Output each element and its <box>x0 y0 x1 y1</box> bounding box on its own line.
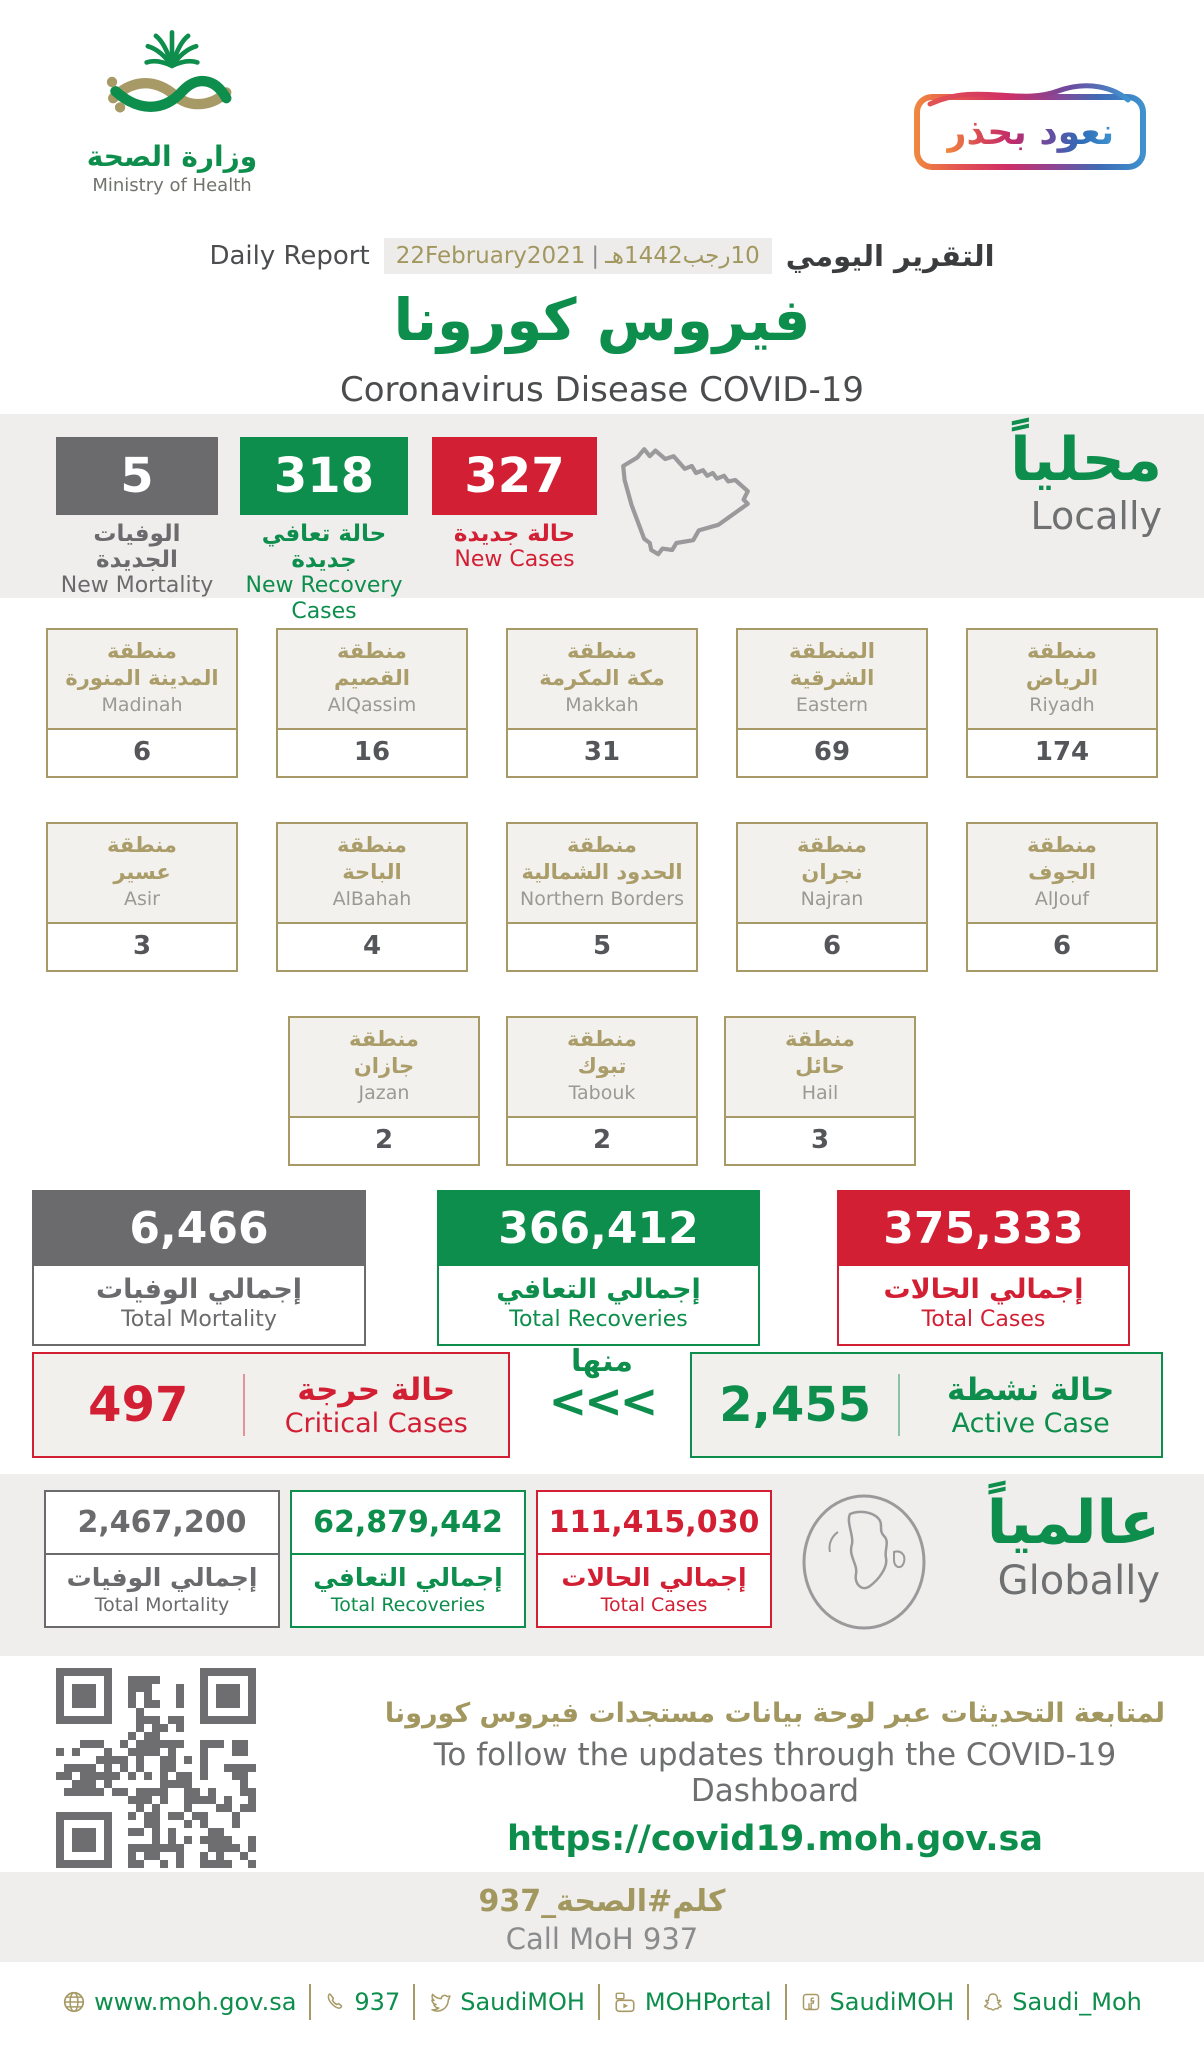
region-ar-line2: الشرقية <box>789 666 875 690</box>
report-title-row <box>0 238 1204 274</box>
region-ar-line2: الجوف <box>1028 860 1096 884</box>
total-recoveries-label-ar: إجمالي التعافي <box>496 1274 701 1305</box>
page-title-ar: فيروس كورونا <box>393 286 811 354</box>
new-cases-stat <box>432 437 597 573</box>
total-cases-box <box>837 1190 1130 1346</box>
new-mortality-stat <box>56 437 218 599</box>
region-ar-line2: مكة المكرمة <box>539 666 665 690</box>
critical-cases-value: 497 <box>88 1377 189 1433</box>
footer-youtube-label: MOHPortal <box>644 1988 772 2016</box>
dashboard-url-link[interactable]: https://covid19.moh.gov.sa <box>506 1819 1044 1859</box>
moh-logo-icon <box>97 26 247 138</box>
region-en: Eastern <box>795 694 869 716</box>
global-cases-value: 111,415,030 <box>538 1492 770 1555</box>
total-mortality-value: 6,466 <box>32 1190 366 1266</box>
daily-report-label-en: Daily Report <box>209 241 370 271</box>
region-ar-line2: جازان <box>353 1054 415 1078</box>
total-recoveries-box <box>437 1190 760 1346</box>
saudi-arabia-map-outline <box>612 438 780 578</box>
region-value: 4 <box>278 924 466 970</box>
region-card-eastern <box>736 628 928 778</box>
total-mortality-label-en: Total Mortality <box>121 1307 277 1332</box>
region-ar-line1: منطقة <box>337 833 407 857</box>
report-date-hijri: 10رجب1442هـ <box>605 243 760 269</box>
badge-swoosh-icon <box>926 78 1132 110</box>
region-ar-line1: منطقة <box>107 639 177 663</box>
total-cases-label-en: Total Cases <box>921 1307 1046 1332</box>
snapchat-icon <box>982 1991 1004 2013</box>
of-which-indicator <box>540 1344 664 1428</box>
footer-twitter-label: SaudiMOH <box>460 1988 585 2016</box>
dashboard-info <box>380 1698 1170 1859</box>
total-cases-label-ar: إجمالي الحالات <box>883 1274 1084 1305</box>
region-value: 174 <box>968 730 1156 776</box>
region-en: Hail <box>801 1082 839 1104</box>
region-en: Riyadh <box>1029 694 1095 716</box>
region-ar-line2: عسير <box>113 860 171 884</box>
region-value: 3 <box>726 1118 914 1164</box>
of-which-label: منها <box>571 1344 633 1379</box>
new-recovery-label-ar: حالة تعافي جديدة <box>261 521 387 573</box>
global-cases-label-en: Total Cases <box>600 1594 708 1616</box>
dashboard-text-ar: لمتابعة التحديثات عبر لوحة بيانات مستجدات فيروس كورونا <box>384 1698 1166 1729</box>
region-ar-line2: تبوك <box>577 1054 627 1078</box>
locally-heading-ar: محلياً <box>1010 425 1162 495</box>
region-card-aljouf <box>966 822 1158 972</box>
region-card-albahah <box>276 822 468 972</box>
page-title-en: Coronavirus Disease COVID-19 <box>339 370 864 410</box>
region-en: AlBahah <box>332 888 412 910</box>
region-card-northern-borders <box>506 822 698 972</box>
region-ar-line2: المدينة المنورة <box>65 666 219 690</box>
footer-snapchat[interactable] <box>967 1984 1155 2020</box>
region-ar-line1: منطقة <box>785 1027 855 1051</box>
region-value: 6 <box>738 924 926 970</box>
total-cases-value: 375,333 <box>837 1190 1130 1266</box>
region-en: Asir <box>124 888 160 910</box>
region-card-makkah <box>506 628 698 778</box>
global-mortality-label-en: Total Mortality <box>94 1594 230 1616</box>
region-value: 31 <box>508 730 696 776</box>
footer-twitter[interactable] <box>413 1984 598 2020</box>
region-ar-line2: حائل <box>795 1054 845 1078</box>
total-recoveries-label-en: Total Recoveries <box>509 1307 688 1332</box>
region-ar-line2: الرياض <box>1025 666 1099 690</box>
new-cases-value: 327 <box>432 437 597 515</box>
region-value: 2 <box>290 1118 478 1164</box>
region-row-1 <box>46 628 1158 778</box>
region-value: 3 <box>48 924 236 970</box>
global-mortality-label-ar: إجمالي الوفيات <box>66 1563 258 1592</box>
new-recovery-label-en: New Recovery Cases <box>245 573 403 624</box>
footer-contact-bar <box>0 1984 1204 2020</box>
moh-logo <box>52 26 292 196</box>
region-value: 5 <box>508 924 696 970</box>
footer-website-label: www.moh.gov.sa <box>94 1988 297 2016</box>
region-en: AlQassim <box>327 694 417 716</box>
footer-facebook-label: SaudiMOH <box>829 1988 955 2016</box>
region-value: 16 <box>278 730 466 776</box>
phone-icon <box>324 1991 346 2013</box>
region-value: 69 <box>738 730 926 776</box>
critical-cases-box <box>32 1352 510 1458</box>
region-value: 6 <box>48 730 236 776</box>
region-card-asir <box>46 822 238 972</box>
region-ar-line1: منطقة <box>337 639 407 663</box>
region-ar-line1: منطقة <box>1027 833 1097 857</box>
logo-title-ar: وزارة الصحة <box>86 140 258 173</box>
region-value: 2 <box>508 1118 696 1164</box>
youtube-icon <box>613 1990 637 2014</box>
region-ar-line1: منطقة <box>567 833 637 857</box>
global-cases-label-ar: إجمالي الحالات <box>561 1563 747 1592</box>
locally-heading-en: Locally <box>1030 494 1162 538</box>
footer-facebook[interactable] <box>785 1984 968 2020</box>
global-mortality-box <box>44 1490 280 1628</box>
return-with-caution-badge <box>914 94 1146 170</box>
region-ar-line1: منطقة <box>567 1027 637 1051</box>
facebook-icon <box>800 1991 822 2013</box>
new-recovery-stat <box>240 437 408 625</box>
region-value: 6 <box>968 924 1156 970</box>
active-label-ar: حالة نشطة <box>946 1371 1115 1408</box>
region-en: Tabouk <box>568 1082 636 1104</box>
region-ar-line2: القصيم <box>334 666 410 690</box>
region-row-3 <box>160 1016 1044 1166</box>
total-recoveries-value: 366,412 <box>437 1190 760 1266</box>
region-ar-line2: الحدود الشمالية <box>521 860 683 884</box>
active-divider <box>898 1374 900 1436</box>
call-moh-ar: كلم#الصحة_937 <box>478 1884 726 1919</box>
active-label-en: Active Case <box>951 1407 1110 1439</box>
critical-label-en: Critical Cases <box>284 1407 468 1439</box>
logo-title-en: Ministry of Health <box>92 175 252 196</box>
global-recoveries-value: 62,879,442 <box>292 1492 524 1555</box>
region-ar-line1: منطقة <box>107 833 177 857</box>
critical-divider <box>243 1374 245 1436</box>
new-recovery-value: 318 <box>240 437 408 515</box>
region-en: AlJouf <box>1034 888 1090 910</box>
region-ar-line1: المنطقة <box>788 639 876 663</box>
region-card-hail <box>724 1016 916 1166</box>
region-en: Jazan <box>358 1082 410 1104</box>
region-ar-line1: منطقة <box>567 639 637 663</box>
global-recoveries-label-ar: إجمالي التعافي <box>313 1563 503 1592</box>
globally-heading-en: Globally <box>997 1558 1160 1604</box>
global-mortality-value: 2,467,200 <box>46 1492 278 1555</box>
footer-website[interactable] <box>49 1984 309 2020</box>
global-cases-box <box>536 1490 772 1628</box>
new-cases-label-en: New Cases <box>454 547 575 572</box>
active-cases-box <box>690 1352 1163 1458</box>
globally-heading-ar: عالمياً <box>986 1488 1160 1558</box>
region-card-najran <box>736 822 928 972</box>
region-ar-line1: منطقة <box>1027 639 1097 663</box>
region-card-riyadh <box>966 628 1158 778</box>
region-en: Makkah <box>565 694 639 716</box>
region-row-2 <box>46 822 1158 972</box>
globe-icon <box>62 1990 86 2014</box>
new-cases-label-ar: حالة جديدة <box>453 521 576 547</box>
globally-heading <box>987 1488 1160 1604</box>
critical-label-ar: حالة حرجة <box>297 1371 456 1408</box>
global-recoveries-label-en: Total Recoveries <box>330 1594 486 1616</box>
region-en: Northern Borders <box>520 888 684 910</box>
report-date <box>384 238 772 274</box>
call-moh-en: Call MoH 937 <box>505 1922 699 1956</box>
region-card-jazan <box>288 1016 480 1166</box>
region-card-tabouk <box>506 1016 698 1166</box>
global-recoveries-box <box>290 1490 526 1628</box>
daily-report-label-ar: التقرير اليومي <box>785 239 995 273</box>
footer-phone[interactable] <box>309 1984 413 2020</box>
twitter-icon <box>428 1990 452 2014</box>
region-ar-line2: الباحة <box>342 860 402 884</box>
badge-label: نعود بحذر <box>945 111 1115 153</box>
footer-phone-label: 937 <box>354 1988 401 2016</box>
region-ar-line1: منطقة <box>797 833 867 857</box>
region-card-madinah <box>46 628 238 778</box>
new-mortality-value: 5 <box>56 437 218 515</box>
region-en: Madinah <box>101 694 183 716</box>
locally-heading <box>1010 426 1162 538</box>
total-mortality-label-ar: إجمالي الوفيات <box>95 1274 303 1305</box>
region-ar-line2: نجران <box>801 860 863 884</box>
region-ar-line1: منطقة <box>349 1027 419 1051</box>
region-card-alqassim <box>276 628 468 778</box>
new-mortality-label-ar: الوفيات الجديدة <box>93 521 181 573</box>
dashboard-qr-code <box>56 1668 256 1868</box>
footer-youtube[interactable] <box>598 1984 785 2020</box>
footer-snapchat-label: Saudi_Moh <box>1012 1988 1142 2016</box>
chevrons-left-icon: <<< <box>548 1374 656 1428</box>
new-mortality-label-en: New Mortality <box>60 573 214 598</box>
date-separator: | <box>591 243 600 269</box>
active-cases-value: 2,455 <box>719 1377 872 1433</box>
dashboard-text-en: To follow the updates through the COVID-19 Dashboard <box>433 1737 1117 1809</box>
region-en: Najran <box>800 888 864 910</box>
report-date-gregorian: 22February2021 <box>395 243 586 269</box>
globe-icon <box>798 1492 932 1632</box>
total-mortality-box <box>32 1190 366 1346</box>
